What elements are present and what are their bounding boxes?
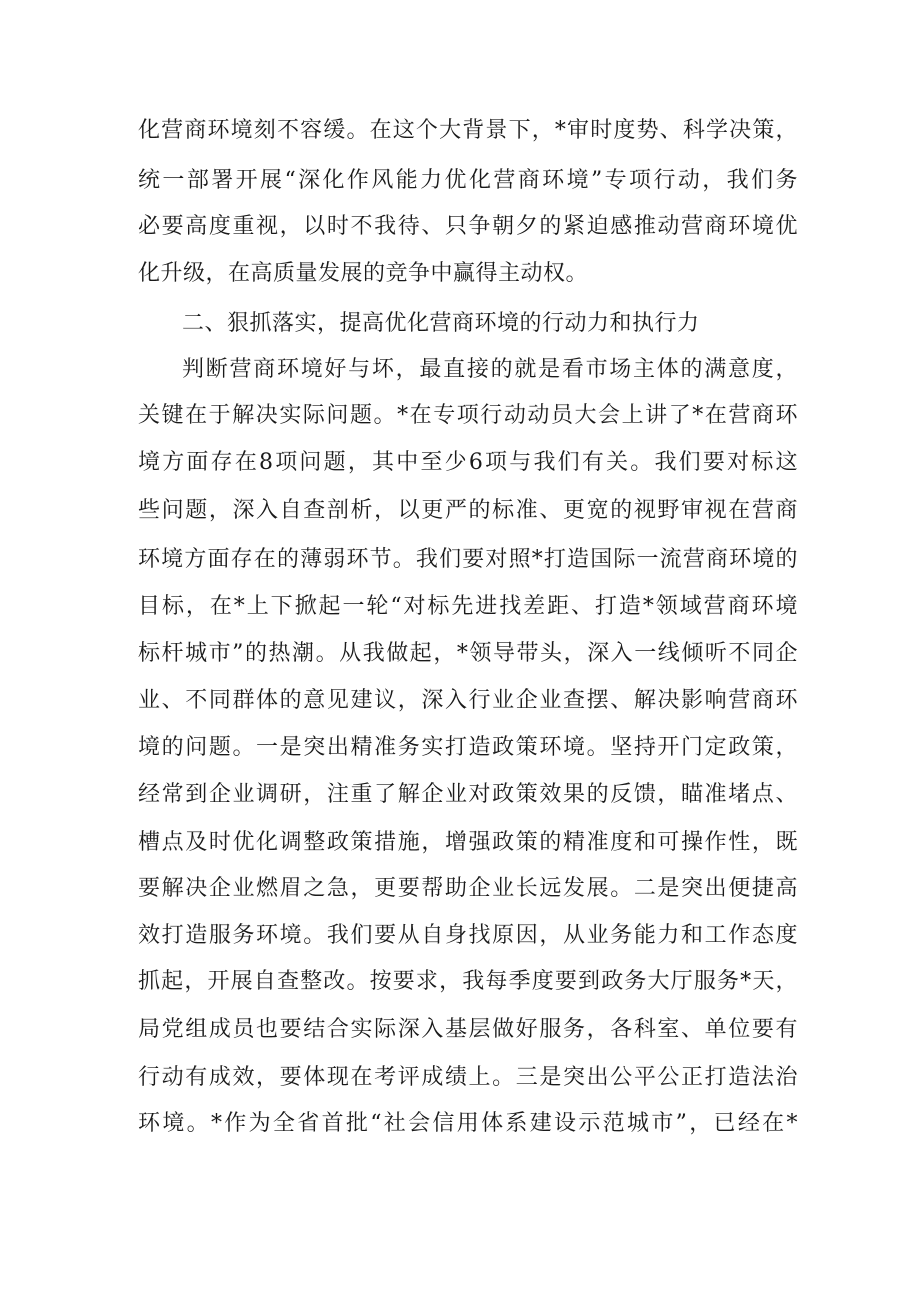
paragraph-line: 判断营商环境好与坏，最直接的就是看市场主体的满意度，	[182, 357, 798, 382]
paragraph-line: 些问题，深入自查剖析，以更严的标准、更宽的视野审视在营商	[138, 498, 798, 523]
paragraph-line: 效打造服务环境。我们要从自身找原因，从业务能力和工作态度	[138, 923, 798, 948]
paragraph-line: 化升级，在高质量发展的竞争中赢得主动权。	[138, 261, 589, 286]
paragraph-line: 槽点及时优化调整政策措施，增强政策的精准度和可操作性，既	[138, 830, 798, 855]
paragraph-line: 关键在于解决实际问题。*在专项行动动员大会上讲了*在营商环	[138, 403, 798, 428]
paragraph-line: 境方面存在8项问题，其中至少6项与我们有关。我们要对标这	[138, 450, 798, 475]
paragraph-line: 环境方面存在的薄弱环节。我们要对照*打造国际一流营商环境的	[138, 547, 798, 572]
paragraph-line: 要解决企业燃眉之急，更要帮助企业长远发展。二是突出便捷高	[138, 876, 798, 901]
paragraph-line: 环境。*作为全省首批“社会信用体系建设示范城市”，已经在*	[138, 1111, 798, 1136]
paragraph-line: 局党组成员也要结合实际深入基层做好服务，各科室、单位要有	[138, 1017, 798, 1042]
paragraph-line: 必要高度重视，以时不我待、只争朝夕的紧迫感推动营商环境优	[138, 214, 798, 239]
section-heading: 二、狠抓落实，提高优化营商环境的行动力和执行力	[182, 311, 700, 336]
paragraph-line: 行动有成效，要体现在考评成绩上。三是突出公平公正打造法治	[138, 1065, 798, 1090]
paragraph-line: 化营商环境刻不容缓。在这个大背景下，*审时度势、科学决策，	[138, 118, 798, 143]
paragraph-line: 统一部署开展“深化作风能力优化营商环境”专项行动，我们务	[138, 168, 798, 193]
paragraph-line: 经常到企业调研，注重了解企业对政策效果的反馈，瞄准堵点、	[138, 782, 798, 807]
paragraph-line: 境的问题。一是突出精准务实打造政策环境。坚持开门定政策，	[138, 735, 798, 760]
paragraph-line: 标杆城市”的热潮。从我做起，*领导带头，深入一线倾听不同企	[138, 641, 798, 666]
paragraph-line: 业、不同群体的意见建议，深入行业企业查摆、解决影响营商环	[138, 688, 798, 713]
paragraph-line: 目标，在*上下掀起一轮“对标先进找差距、打造*领域营商环境	[138, 594, 798, 619]
paragraph-line: 抓起，开展自查整改。按要求，我每季度要到政务大厅服务*天，	[138, 969, 798, 994]
